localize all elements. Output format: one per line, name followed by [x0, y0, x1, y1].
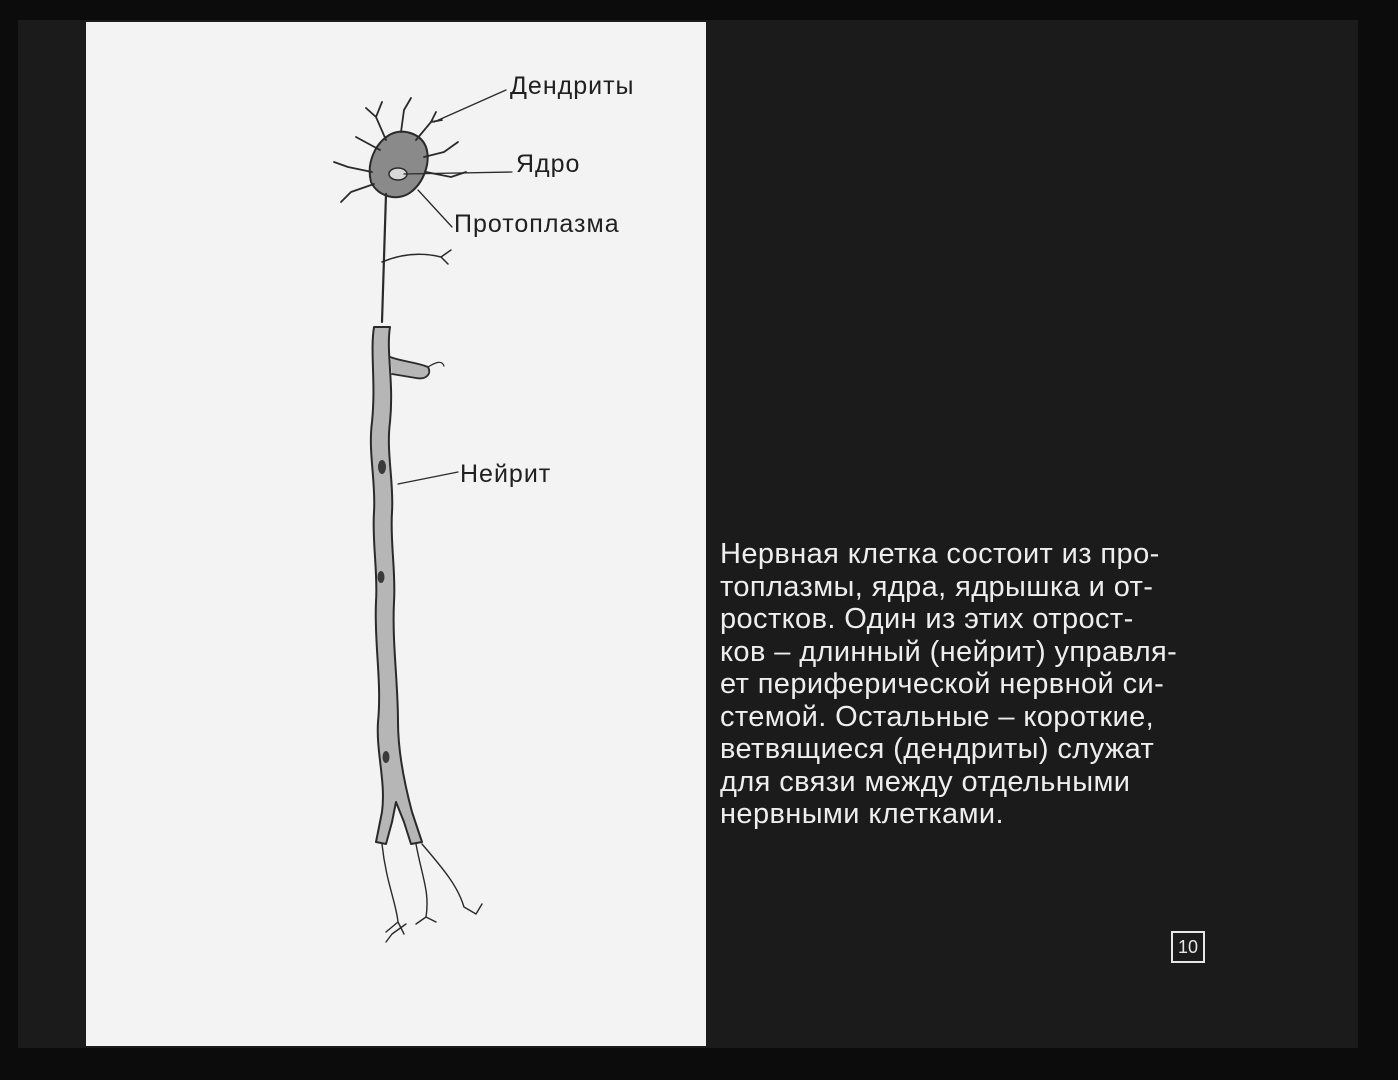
- terminal-branches: [382, 844, 482, 942]
- caption-text: [720, 538, 1260, 831]
- label-nucleus: Ядро: [516, 150, 581, 178]
- caption-line: ростков. Один из этих отрост-: [720, 603, 1134, 635]
- neurite-sheath: [371, 327, 422, 844]
- label-protoplasm: Протоплазма: [454, 210, 620, 238]
- caption-line: Нервная клетка состоит из про-: [720, 538, 1160, 570]
- axon-hillock: [382, 194, 386, 322]
- collateral: [382, 250, 451, 264]
- branch-bulge: [390, 357, 429, 378]
- caption-line: для связи между отдельными: [720, 765, 1131, 798]
- page-number: 10: [1171, 931, 1205, 963]
- caption-line: ков – длинный (нейрит) управля-: [720, 635, 1178, 668]
- caption-line: ветвящиеся (дендриты) служат: [720, 733, 1155, 765]
- caption-line: нервными клетками.: [720, 798, 1004, 830]
- caption-line: ет периферической нервной си-: [720, 668, 1165, 700]
- caption-line: стемой. Остальные – короткие,: [720, 700, 1155, 733]
- caption-line: топлазмы, ядра, ядрышка и от-: [720, 570, 1154, 603]
- cell-body: [370, 132, 428, 198]
- label-dendrites: Дендриты: [510, 72, 635, 100]
- label-neurite: Нейрит: [460, 460, 552, 488]
- neuron-illustration: [86, 22, 706, 1046]
